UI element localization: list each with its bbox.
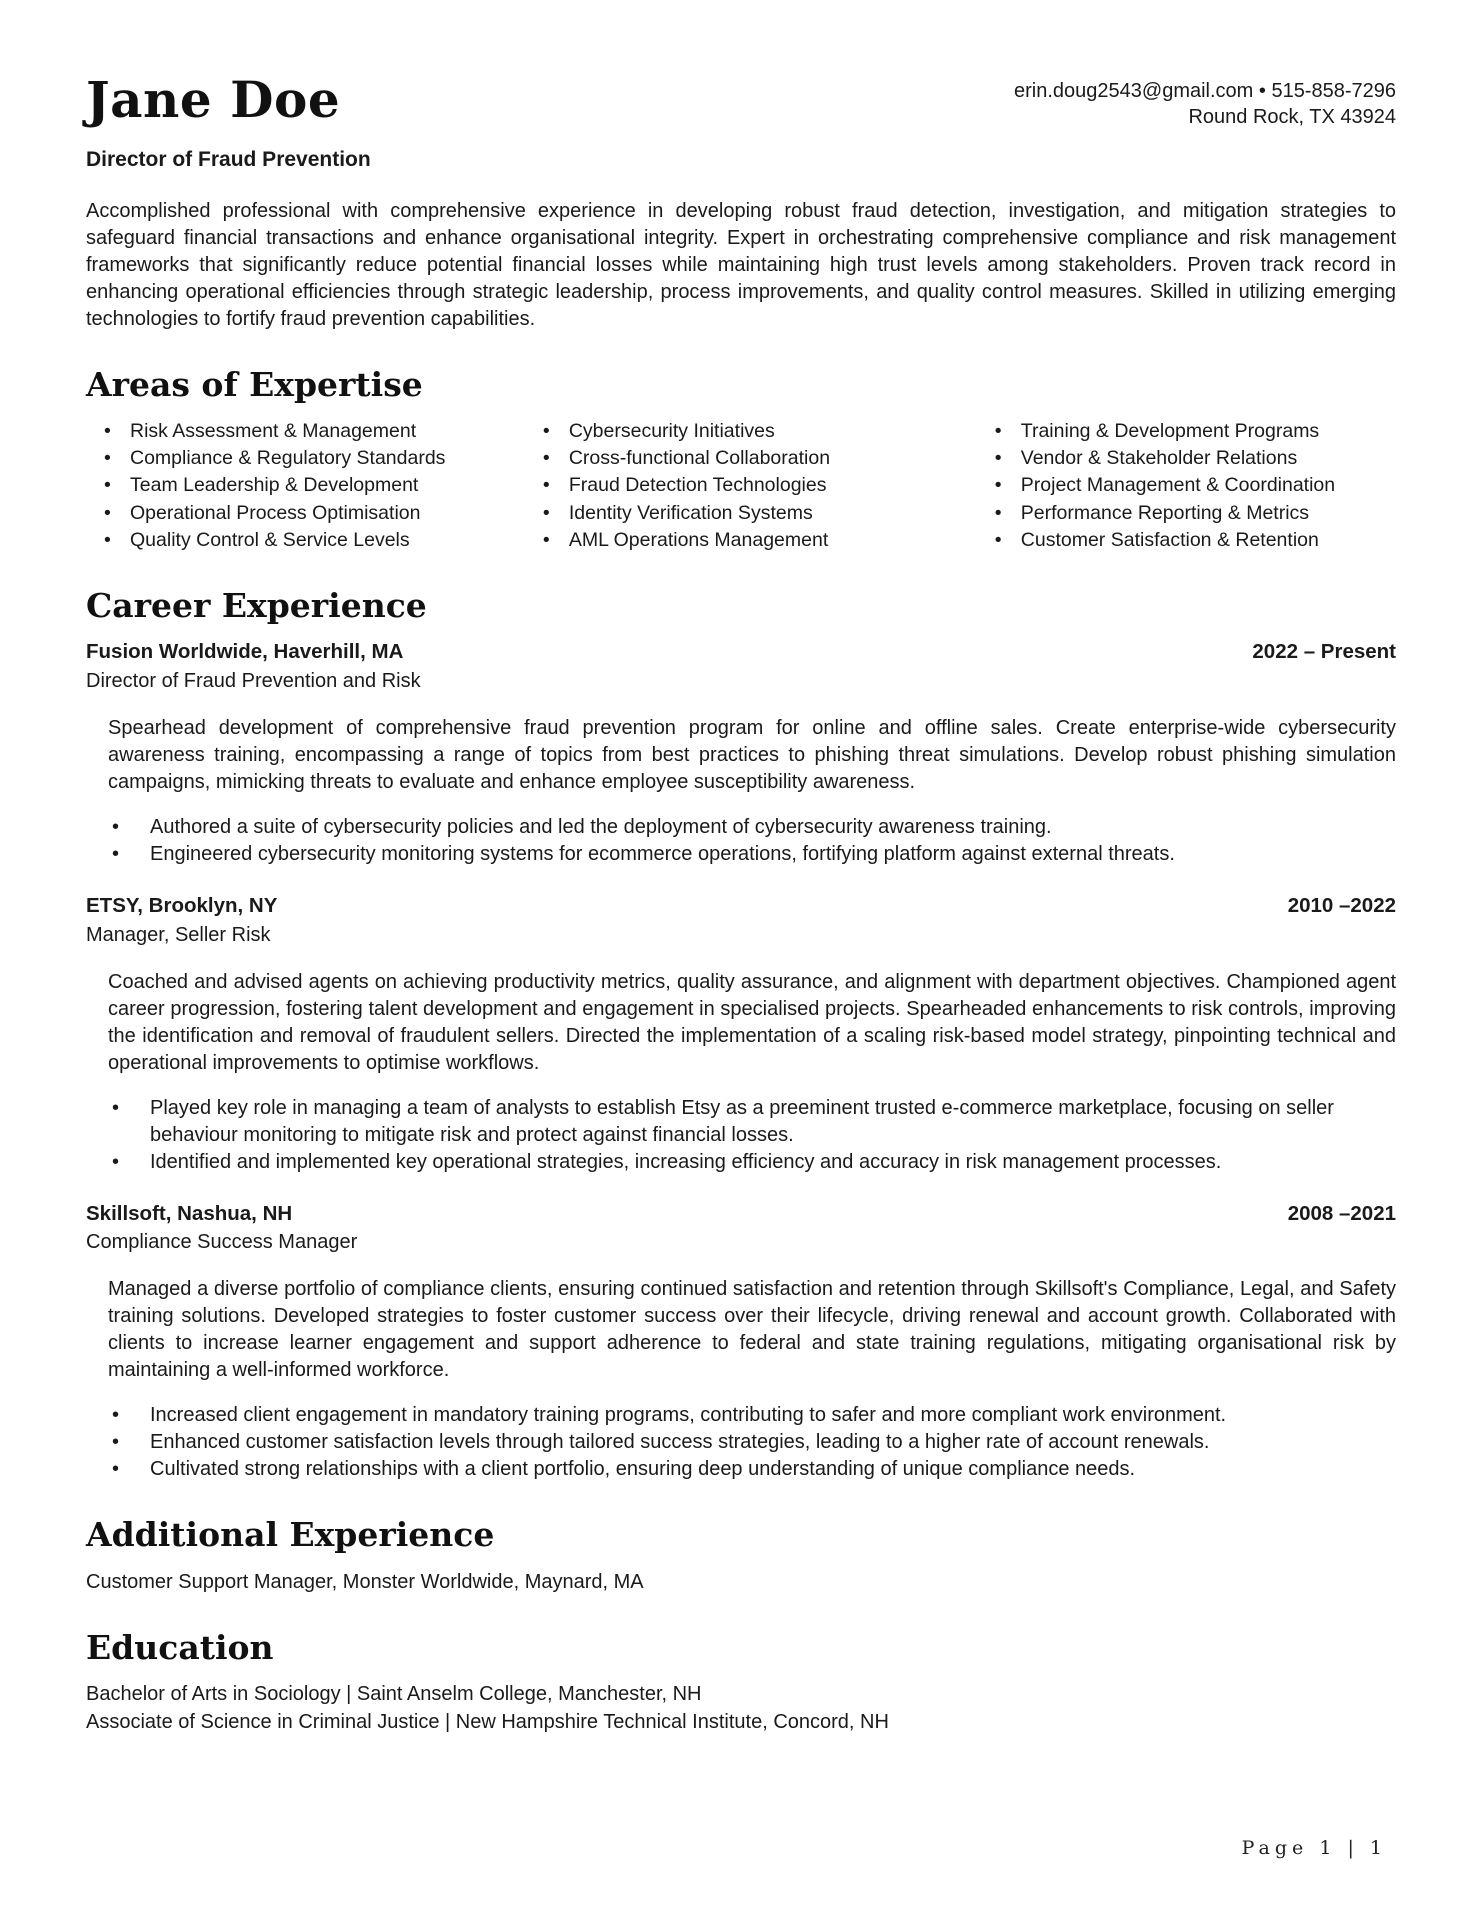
contact-email-phone: erin.doug2543@gmail.com • 515-858-7296 <box>1014 80 1396 102</box>
section-heading-expertise: Areas of Expertise <box>86 365 423 405</box>
job-company: ETSY, Brooklyn, NY <box>86 894 278 918</box>
expertise-item: • Operational Process Optimisation <box>86 500 525 527</box>
job-dates: 2022 – Present <box>1252 640 1396 664</box>
job-bullet: • Engineered cybersecurity monitoring systems for ecommerce operations, fortifying platform against external threats. <box>108 841 1396 868</box>
expertise-item: • Vendor & Stakeholder Relations <box>977 445 1396 472</box>
job-dates: 2010 –2022 <box>1287 894 1396 918</box>
expertise-item: • Performance Reporting & Metrics <box>977 500 1396 527</box>
job-description: Spearhead development of comprehensive fraud prevention program for online and offline sales. Create enterprise-wide cybersecurity awareness training, encompassing a range of topics from best practices to phishing threat simulations. Develop robust phishing simulation campaigns, mimicking threats to evaluate and enhance employee susceptibility awareness. <box>108 717 1396 794</box>
expertise-item: • Customer Satisfaction & Retention <box>977 527 1396 554</box>
job-bullet: • Identified and implemented key operational strategies, increasing efficiency and accuracy in risk management processes. <box>108 1149 1396 1176</box>
job-dates: 2008 –2021 <box>1287 1201 1396 1225</box>
resume-header <box>86 70 1396 130</box>
job-bullets <box>108 1095 1396 1176</box>
expertise-item: • Training & Development Programs <box>977 418 1396 445</box>
expertise-item: • Cross-functional Collaboration <box>525 445 977 472</box>
job-bullet: • Increased client engagement in mandatory training programs, contributing to safer and more compliant work environment. <box>108 1402 1396 1429</box>
job-header <box>86 1200 1396 1228</box>
summary-paragraph: Accomplished professional with comprehensive experience in developing robust fraud detection, investigation, and mitigation strategies to safeguard financial transactions and enhance organisational integrity. Expert in orchestrating comprehensive compliance and risk management frameworks that significantly reduce potential financial losses while maintaining high trust levels among stakeholders. Proven track record in enhancing operational efficiencies through strategic leadership, process improvements, and quality control measures. Skilled in utilizing emerging technologies to fortify fraud prevention capabilities. <box>86 200 1396 331</box>
job-role: Compliance Success Manager <box>86 1231 358 1254</box>
job-company: Skillsoft, Nashua, NH <box>86 1201 293 1225</box>
name-block <box>86 70 341 129</box>
section-heading-education: Education <box>86 1627 274 1667</box>
job-entry <box>86 892 1396 1176</box>
candidate-name: Jane Doe <box>86 70 341 129</box>
section-heading-career: Career Experience <box>86 586 427 626</box>
education-list <box>86 1680 1396 1736</box>
contact-block <box>1014 74 1396 130</box>
education-item: Bachelor of Arts in Sociology | Saint Anselm College, Manchester, NH <box>86 1683 702 1706</box>
expertise-item: • Project Management & Coordination <box>977 472 1396 499</box>
expertise-item: • Identity Verification Systems <box>525 500 977 527</box>
job-bullet: • Cultivated strong relationships with a client portfolio, ensuring deep understanding of unique compliance needs. <box>108 1456 1396 1483</box>
expertise-columns <box>86 418 1396 554</box>
expertise-column <box>86 418 525 554</box>
jobs-list <box>86 638 1396 1483</box>
job-role: Manager, Seller Risk <box>86 923 271 946</box>
additional-experience-list <box>86 1568 1396 1596</box>
job-description: Managed a diverse portfolio of compliance clients, ensuring continued satisfaction and retention through Skillsoft's Compliance, Legal, and Safety training solutions. Developed strategies to foster customer success over their lifecycle, driving renewal and account growth. Collaborated with clients to increase learner engagement and support adherence to federal and state training regulations, mitigating organisational risk by maintaining a well-informed workforce. <box>108 1278 1396 1382</box>
job-role: Director of Fraud Prevention and Risk <box>86 670 421 693</box>
job-company: Fusion Worldwide, Haverhill, MA <box>86 640 404 664</box>
section-heading-additional: Additional Experience <box>86 1515 495 1555</box>
expertise-item: • AML Operations Management <box>525 527 977 554</box>
contact-location: Round Rock, TX 43924 <box>1188 106 1396 128</box>
expertise-column <box>977 418 1396 554</box>
job-bullet: • Enhanced customer satisfaction levels through tailored success strategies, leading to a higher rate of account renewals. <box>108 1429 1396 1456</box>
job-entry <box>86 638 1396 868</box>
expertise-column <box>525 418 977 554</box>
expertise-item: • Quality Control & Service Levels <box>86 527 525 554</box>
job-bullet: • Authored a suite of cybersecurity policies and led the deployment of cybersecurity awareness training. <box>108 814 1396 841</box>
expertise-item: • Cybersecurity Initiatives <box>525 418 977 445</box>
expertise-item: • Compliance & Regulatory Standards <box>86 445 525 472</box>
job-entry <box>86 1200 1396 1484</box>
candidate-title: Director of Fraud Prevention <box>86 148 371 171</box>
expertise-item: • Risk Assessment & Management <box>86 418 525 445</box>
page-number: Page 1 | 1 <box>1241 1837 1387 1860</box>
expertise-item: • Fraud Detection Technologies <box>525 472 977 499</box>
expertise-item: • Team Leadership & Development <box>86 472 525 499</box>
education-item: Associate of Science in Criminal Justice | New Hampshire Technical Institute, Concord, NH <box>86 1711 889 1734</box>
job-description: Coached and advised agents on achieving productivity metrics, quality assurance, and alignment with department objectives. Championed agent career progression, fostering talent development and engagement in specialised projects. Spearheaded enhancements to risk controls, improving the identification and removal of fraudulent sellers. Directed the implementation of a scaling risk-based model strategy, pinpointing technical and operational improvements to optimise workflows. <box>108 970 1396 1074</box>
job-bullets <box>108 1402 1396 1483</box>
job-bullet: • Played key role in managing a team of analysts to establish Etsy as a preeminent trusted e-commerce marketplace, focusing on seller behaviour monitoring to mitigate risk and protect against financial losses. <box>108 1095 1396 1149</box>
job-header <box>86 638 1396 666</box>
additional-item: Customer Support Manager, Monster Worldwide, Maynard, MA <box>86 1570 644 1593</box>
job-header <box>86 892 1396 920</box>
job-bullets <box>108 814 1396 868</box>
